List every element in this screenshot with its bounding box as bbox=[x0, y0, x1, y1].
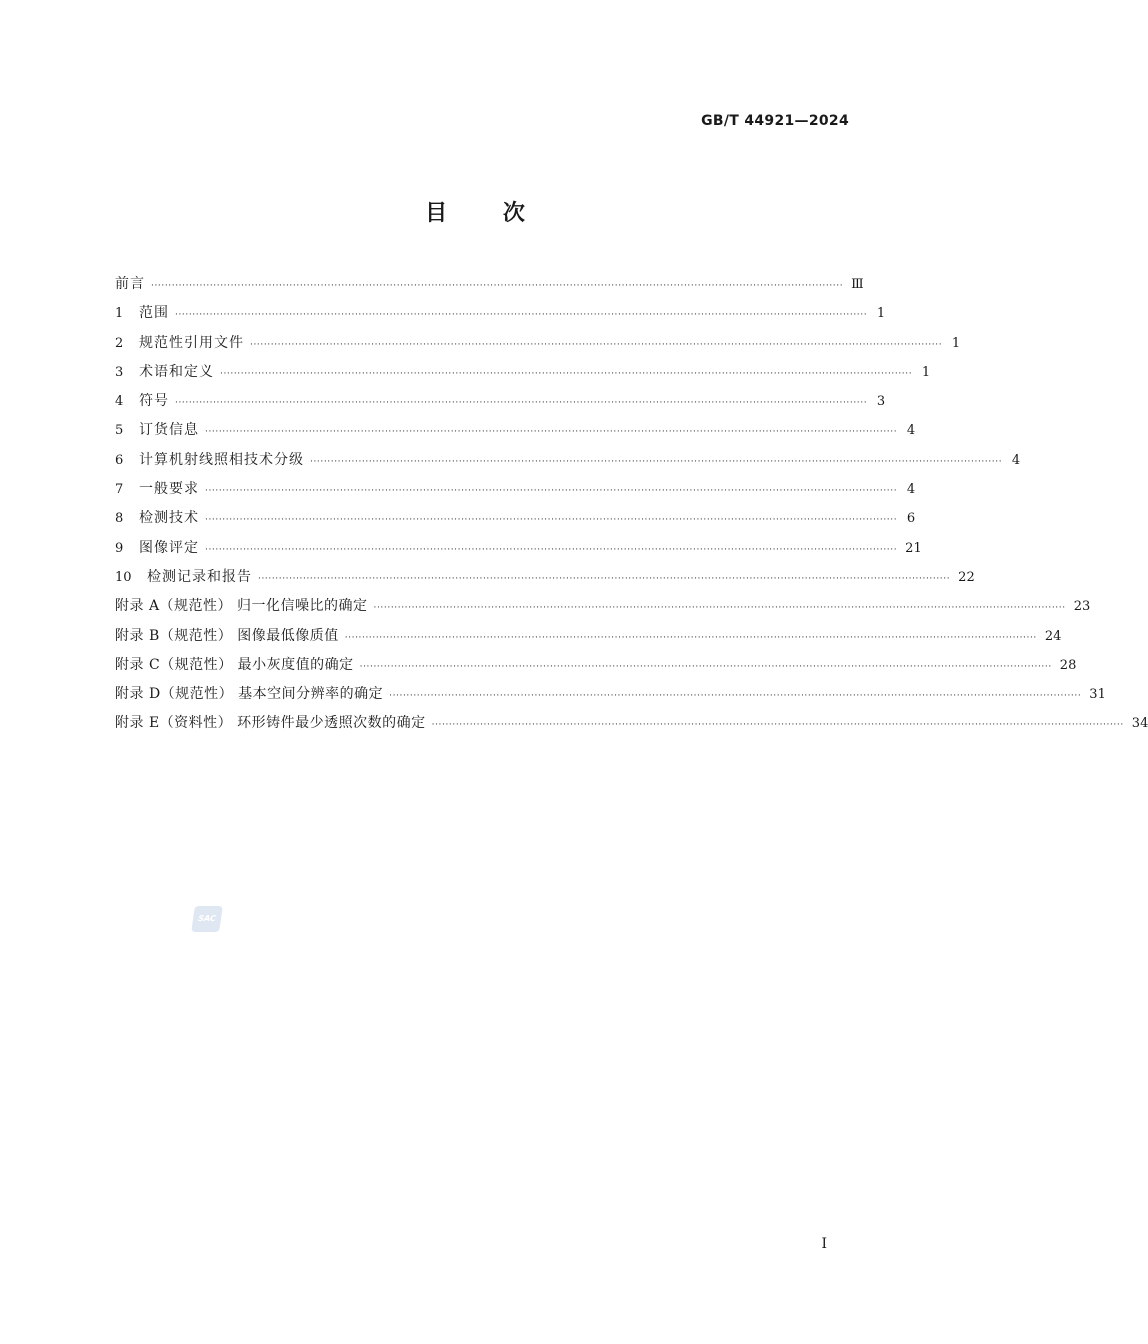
toc-entry-label: 附录 E（资料性） 环形铸件最少透照次数的确定 bbox=[115, 715, 426, 732]
toc-leader-dots: ········································································································································································································ bbox=[175, 310, 868, 321]
toc-entry-label: 检测记录和报告 bbox=[147, 568, 252, 585]
toc-entry-9[interactable] bbox=[115, 534, 922, 563]
toc-entry-label: 术语和定义 bbox=[139, 363, 214, 380]
toc-entry-page: 22 bbox=[958, 569, 975, 585]
toc-entry-4[interactable] bbox=[115, 387, 886, 416]
toc-entry-page: 4 bbox=[906, 423, 916, 439]
toc-entry-foreword[interactable] bbox=[115, 270, 864, 299]
toc-entry-page: Ⅲ bbox=[851, 277, 864, 292]
toc-entry-label: 前言 bbox=[115, 276, 145, 292]
toc-leader-dots: ········································································································································································································ bbox=[310, 456, 1003, 467]
toc-leader-dots: ········································································································································································································ bbox=[431, 720, 1124, 731]
toc-entry-appendix-e[interactable] bbox=[115, 709, 1148, 738]
toc-entry-8[interactable] bbox=[115, 504, 916, 533]
toc-entry-10[interactable] bbox=[115, 563, 975, 592]
page-number: Ⅰ bbox=[821, 1236, 827, 1252]
toc-leader-dots: ········································································································································································································ bbox=[359, 661, 1052, 672]
sac-watermark-logo bbox=[191, 906, 223, 932]
toc-entry-page: 31 bbox=[1089, 687, 1106, 703]
table-of-contents bbox=[115, 270, 1148, 739]
toc-leader-dots: ········································································································································································································ bbox=[344, 632, 1037, 643]
toc-entry-page: 1 bbox=[951, 335, 961, 351]
toc-entry-number: 6 bbox=[115, 452, 124, 468]
toc-entry-appendix-b[interactable] bbox=[115, 622, 1062, 651]
toc-entry-1[interactable] bbox=[115, 299, 886, 328]
toc-entry-label: 图像评定 bbox=[139, 539, 199, 556]
toc-entry-page: 4 bbox=[1011, 452, 1021, 468]
toc-entry-page: 6 bbox=[906, 511, 916, 527]
toc-leader-dots: ········································································································································································································ bbox=[205, 544, 898, 555]
toc-entry-page: 24 bbox=[1044, 628, 1062, 644]
toc-entry-number: 7 bbox=[115, 482, 124, 498]
toc-entry-page: 4 bbox=[906, 482, 916, 498]
toc-entry-page: 1 bbox=[921, 364, 931, 380]
toc-entry-page: 34 bbox=[1131, 716, 1148, 732]
toc-entry-5[interactable] bbox=[115, 416, 916, 445]
toc-title: 目 次 bbox=[425, 201, 525, 226]
toc-entry-number: 8 bbox=[115, 511, 124, 527]
toc-leader-dots: ········································································································································································································ bbox=[175, 398, 868, 409]
toc-entry-3[interactable] bbox=[115, 358, 931, 387]
toc-entry-label: 符号 bbox=[139, 393, 169, 410]
toc-leader-dots: ········································································································································································································ bbox=[250, 339, 943, 350]
toc-entry-page: 23 bbox=[1073, 599, 1091, 615]
toc-entry-appendix-a[interactable] bbox=[115, 592, 1091, 621]
toc-leader-dots: ········································································································································································································ bbox=[389, 691, 1082, 702]
toc-entry-page: 3 bbox=[876, 394, 886, 410]
toc-leader-dots: ········································································································································································································ bbox=[258, 573, 951, 584]
toc-entry-page: 21 bbox=[905, 540, 922, 556]
toc-entry-7[interactable] bbox=[115, 475, 916, 504]
toc-entry-label: 附录 A（规范性） 归一化信噪比的确定 bbox=[115, 598, 368, 615]
toc-entry-label: 附录 C（规范性） 最小灰度值的确定 bbox=[115, 656, 354, 673]
toc-entry-page: 1 bbox=[876, 306, 886, 322]
toc-entry-number: 5 bbox=[115, 423, 124, 439]
toc-entry-6[interactable] bbox=[115, 446, 1021, 475]
toc-entry-label: 附录 D（规范性） 基本空间分辨率的确定 bbox=[115, 686, 384, 703]
toc-leader-dots: ········································································································································································································ bbox=[205, 486, 898, 497]
document-code: GB/T 44921—2024 bbox=[701, 113, 849, 129]
toc-entry-number: 4 bbox=[115, 394, 124, 410]
toc-leader-dots: ········································································································································································································ bbox=[220, 368, 913, 379]
toc-leader-dots: ········································································································································································································ bbox=[205, 427, 898, 438]
toc-entry-number: 2 bbox=[115, 335, 124, 351]
toc-entry-page: 28 bbox=[1059, 657, 1077, 673]
toc-entry-appendix-c[interactable] bbox=[115, 651, 1077, 680]
toc-entry-label: 范围 bbox=[139, 305, 169, 322]
toc-entry-appendix-d[interactable] bbox=[115, 680, 1106, 709]
toc-entry-label: 订货信息 bbox=[139, 422, 199, 439]
toc-leader-dots: ········································································································································································································ bbox=[205, 515, 898, 526]
toc-entry-2[interactable] bbox=[115, 329, 961, 358]
toc-entry-label: 附录 B（规范性） 图像最低像质值 bbox=[115, 627, 339, 644]
toc-entry-label: 检测技术 bbox=[139, 510, 199, 527]
toc-leader-dots: ········································································································································································································ bbox=[373, 603, 1066, 614]
toc-entry-number: 3 bbox=[115, 364, 124, 380]
toc-entry-number: 1 bbox=[115, 306, 124, 322]
toc-entry-number: 10 bbox=[115, 569, 132, 585]
toc-leader-dots: ········································································································································································································ bbox=[151, 281, 844, 291]
toc-entry-label: 一般要求 bbox=[139, 481, 199, 498]
toc-entry-label: 计算机射线照相技术分级 bbox=[139, 451, 304, 468]
toc-entry-label: 规范性引用文件 bbox=[139, 334, 244, 351]
sac-watermark-text: SAC bbox=[197, 914, 217, 923]
toc-entry-number: 9 bbox=[115, 540, 124, 556]
